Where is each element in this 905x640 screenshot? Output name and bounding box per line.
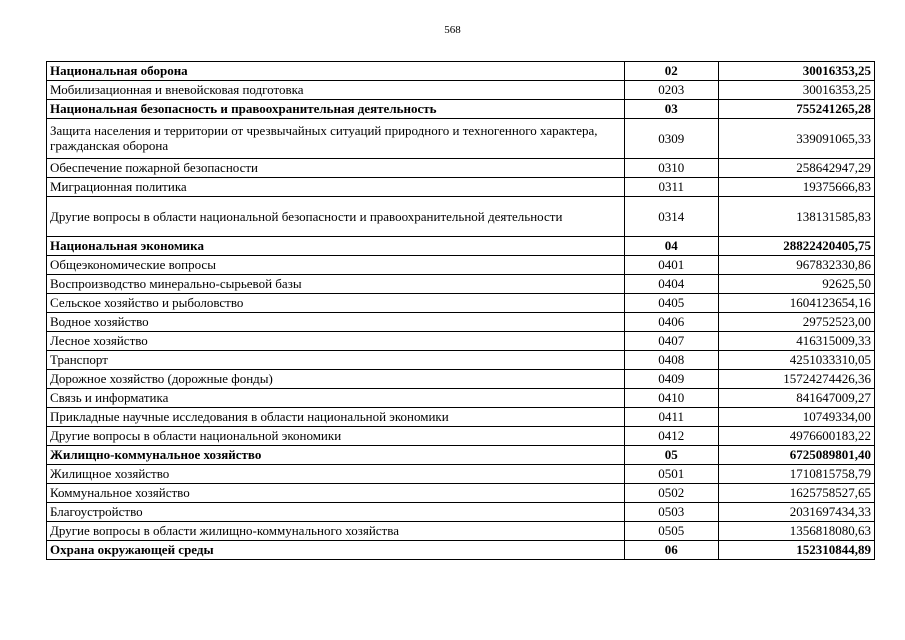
row-name-cell: Жилищное хозяйство [47, 465, 625, 484]
table-row [47, 159, 875, 178]
row-code-cell: 0408 [624, 351, 718, 370]
row-code-cell: 0405 [624, 294, 718, 313]
row-amount-cell: 19375666,83 [718, 178, 874, 197]
row-code-cell: 0503 [624, 503, 718, 522]
row-name-cell: Национальная экономика [47, 237, 625, 256]
row-amount-cell: 152310844,89 [718, 541, 874, 560]
table-row [47, 465, 875, 484]
row-amount-cell: 92625,50 [718, 275, 874, 294]
row-name-cell: Миграционная политика [47, 178, 625, 197]
row-code-cell: 0401 [624, 256, 718, 275]
row-code-cell: 0311 [624, 178, 718, 197]
row-code-cell: 06 [624, 541, 718, 560]
table-row [47, 275, 875, 294]
table-row [47, 62, 875, 81]
table-row [47, 178, 875, 197]
row-code-cell: 0309 [624, 119, 718, 159]
row-code-cell: 04 [624, 237, 718, 256]
row-code-cell: 0310 [624, 159, 718, 178]
row-name-cell: Другие вопросы в области национальной безопасности и правоохранительной деятельности [47, 197, 625, 237]
row-name-cell: Общеэкономические вопросы [47, 256, 625, 275]
row-code-cell: 0502 [624, 484, 718, 503]
row-amount-cell: 1356818080,63 [718, 522, 874, 541]
row-code-cell: 05 [624, 446, 718, 465]
row-name-cell: Транспорт [47, 351, 625, 370]
table-row [47, 408, 875, 427]
row-name-cell: Дорожное хозяйство (дорожные фонды) [47, 370, 625, 389]
row-amount-cell: 258642947,29 [718, 159, 874, 178]
row-code-cell: 0409 [624, 370, 718, 389]
row-code-cell: 0314 [624, 197, 718, 237]
row-name-cell: Национальная безопасность и правоохранительная деятельность [47, 100, 625, 119]
table-row [47, 351, 875, 370]
row-code-cell: 0505 [624, 522, 718, 541]
row-amount-cell: 138131585,83 [718, 197, 874, 237]
table-row [47, 427, 875, 446]
row-amount-cell: 1710815758,79 [718, 465, 874, 484]
row-code-cell: 0203 [624, 81, 718, 100]
row-amount-cell: 30016353,25 [718, 62, 874, 81]
table-row [47, 100, 875, 119]
row-name-cell: Воспроизводство минерально-сырьевой базы [47, 275, 625, 294]
row-name-cell: Другие вопросы в области национальной экономики [47, 427, 625, 446]
row-amount-cell: 1625758527,65 [718, 484, 874, 503]
row-amount-cell: 6725089801,40 [718, 446, 874, 465]
row-name-cell: Связь и информатика [47, 389, 625, 408]
row-name-cell: Жилищно-коммунальное хозяйство [47, 446, 625, 465]
row-amount-cell: 15724274426,36 [718, 370, 874, 389]
table-row [47, 370, 875, 389]
row-code-cell: 0411 [624, 408, 718, 427]
table-row [47, 484, 875, 503]
row-amount-cell: 4976600183,22 [718, 427, 874, 446]
row-code-cell: 02 [624, 62, 718, 81]
table-row [47, 522, 875, 541]
row-amount-cell: 967832330,86 [718, 256, 874, 275]
table-row [47, 332, 875, 351]
row-amount-cell: 10749334,00 [718, 408, 874, 427]
row-code-cell: 03 [624, 100, 718, 119]
table-row [47, 503, 875, 522]
row-name-cell: Благоустройство [47, 503, 625, 522]
table-row [47, 119, 875, 159]
row-name-cell: Коммунальное хозяйство [47, 484, 625, 503]
table-row [47, 197, 875, 237]
row-code-cell: 0404 [624, 275, 718, 294]
row-name-cell: Обеспечение пожарной безопасности [47, 159, 625, 178]
row-amount-cell: 416315009,33 [718, 332, 874, 351]
row-name-cell: Охрана окружающей среды [47, 541, 625, 560]
page-number: 568 [444, 24, 461, 36]
table-row [47, 313, 875, 332]
row-amount-cell: 339091065,33 [718, 119, 874, 159]
budget-table-body [47, 62, 875, 560]
row-amount-cell: 755241265,28 [718, 100, 874, 119]
row-name-cell: Национальная оборона [47, 62, 625, 81]
row-name-cell: Другие вопросы в области жилищно-коммунального хозяйства [47, 522, 625, 541]
row-name-cell: Лесное хозяйство [47, 332, 625, 351]
row-amount-cell: 1604123654,16 [718, 294, 874, 313]
table-row [47, 541, 875, 560]
table-row [47, 256, 875, 275]
table-row [47, 294, 875, 313]
row-amount-cell: 4251033310,05 [718, 351, 874, 370]
budget-table [46, 61, 875, 560]
row-amount-cell: 841647009,27 [718, 389, 874, 408]
table-row [47, 389, 875, 408]
row-name-cell: Водное хозяйство [47, 313, 625, 332]
row-code-cell: 0410 [624, 389, 718, 408]
row-name-cell: Прикладные научные исследования в области национальной экономики [47, 408, 625, 427]
row-name-cell: Сельское хозяйство и рыболовство [47, 294, 625, 313]
row-amount-cell: 30016353,25 [718, 81, 874, 100]
row-code-cell: 0501 [624, 465, 718, 484]
row-code-cell: 0406 [624, 313, 718, 332]
table-row [47, 81, 875, 100]
row-amount-cell: 2031697434,33 [718, 503, 874, 522]
row-amount-cell: 29752523,00 [718, 313, 874, 332]
row-code-cell: 0407 [624, 332, 718, 351]
row-name-cell: Мобилизационная и вневойсковая подготовка [47, 81, 625, 100]
table-row [47, 446, 875, 465]
row-code-cell: 0412 [624, 427, 718, 446]
row-name-cell: Защита населения и территории от чрезвычайных ситуаций природного и техногенного характера, гражданская оборона [47, 119, 625, 159]
row-amount-cell: 28822420405,75 [718, 237, 874, 256]
table-row [47, 237, 875, 256]
